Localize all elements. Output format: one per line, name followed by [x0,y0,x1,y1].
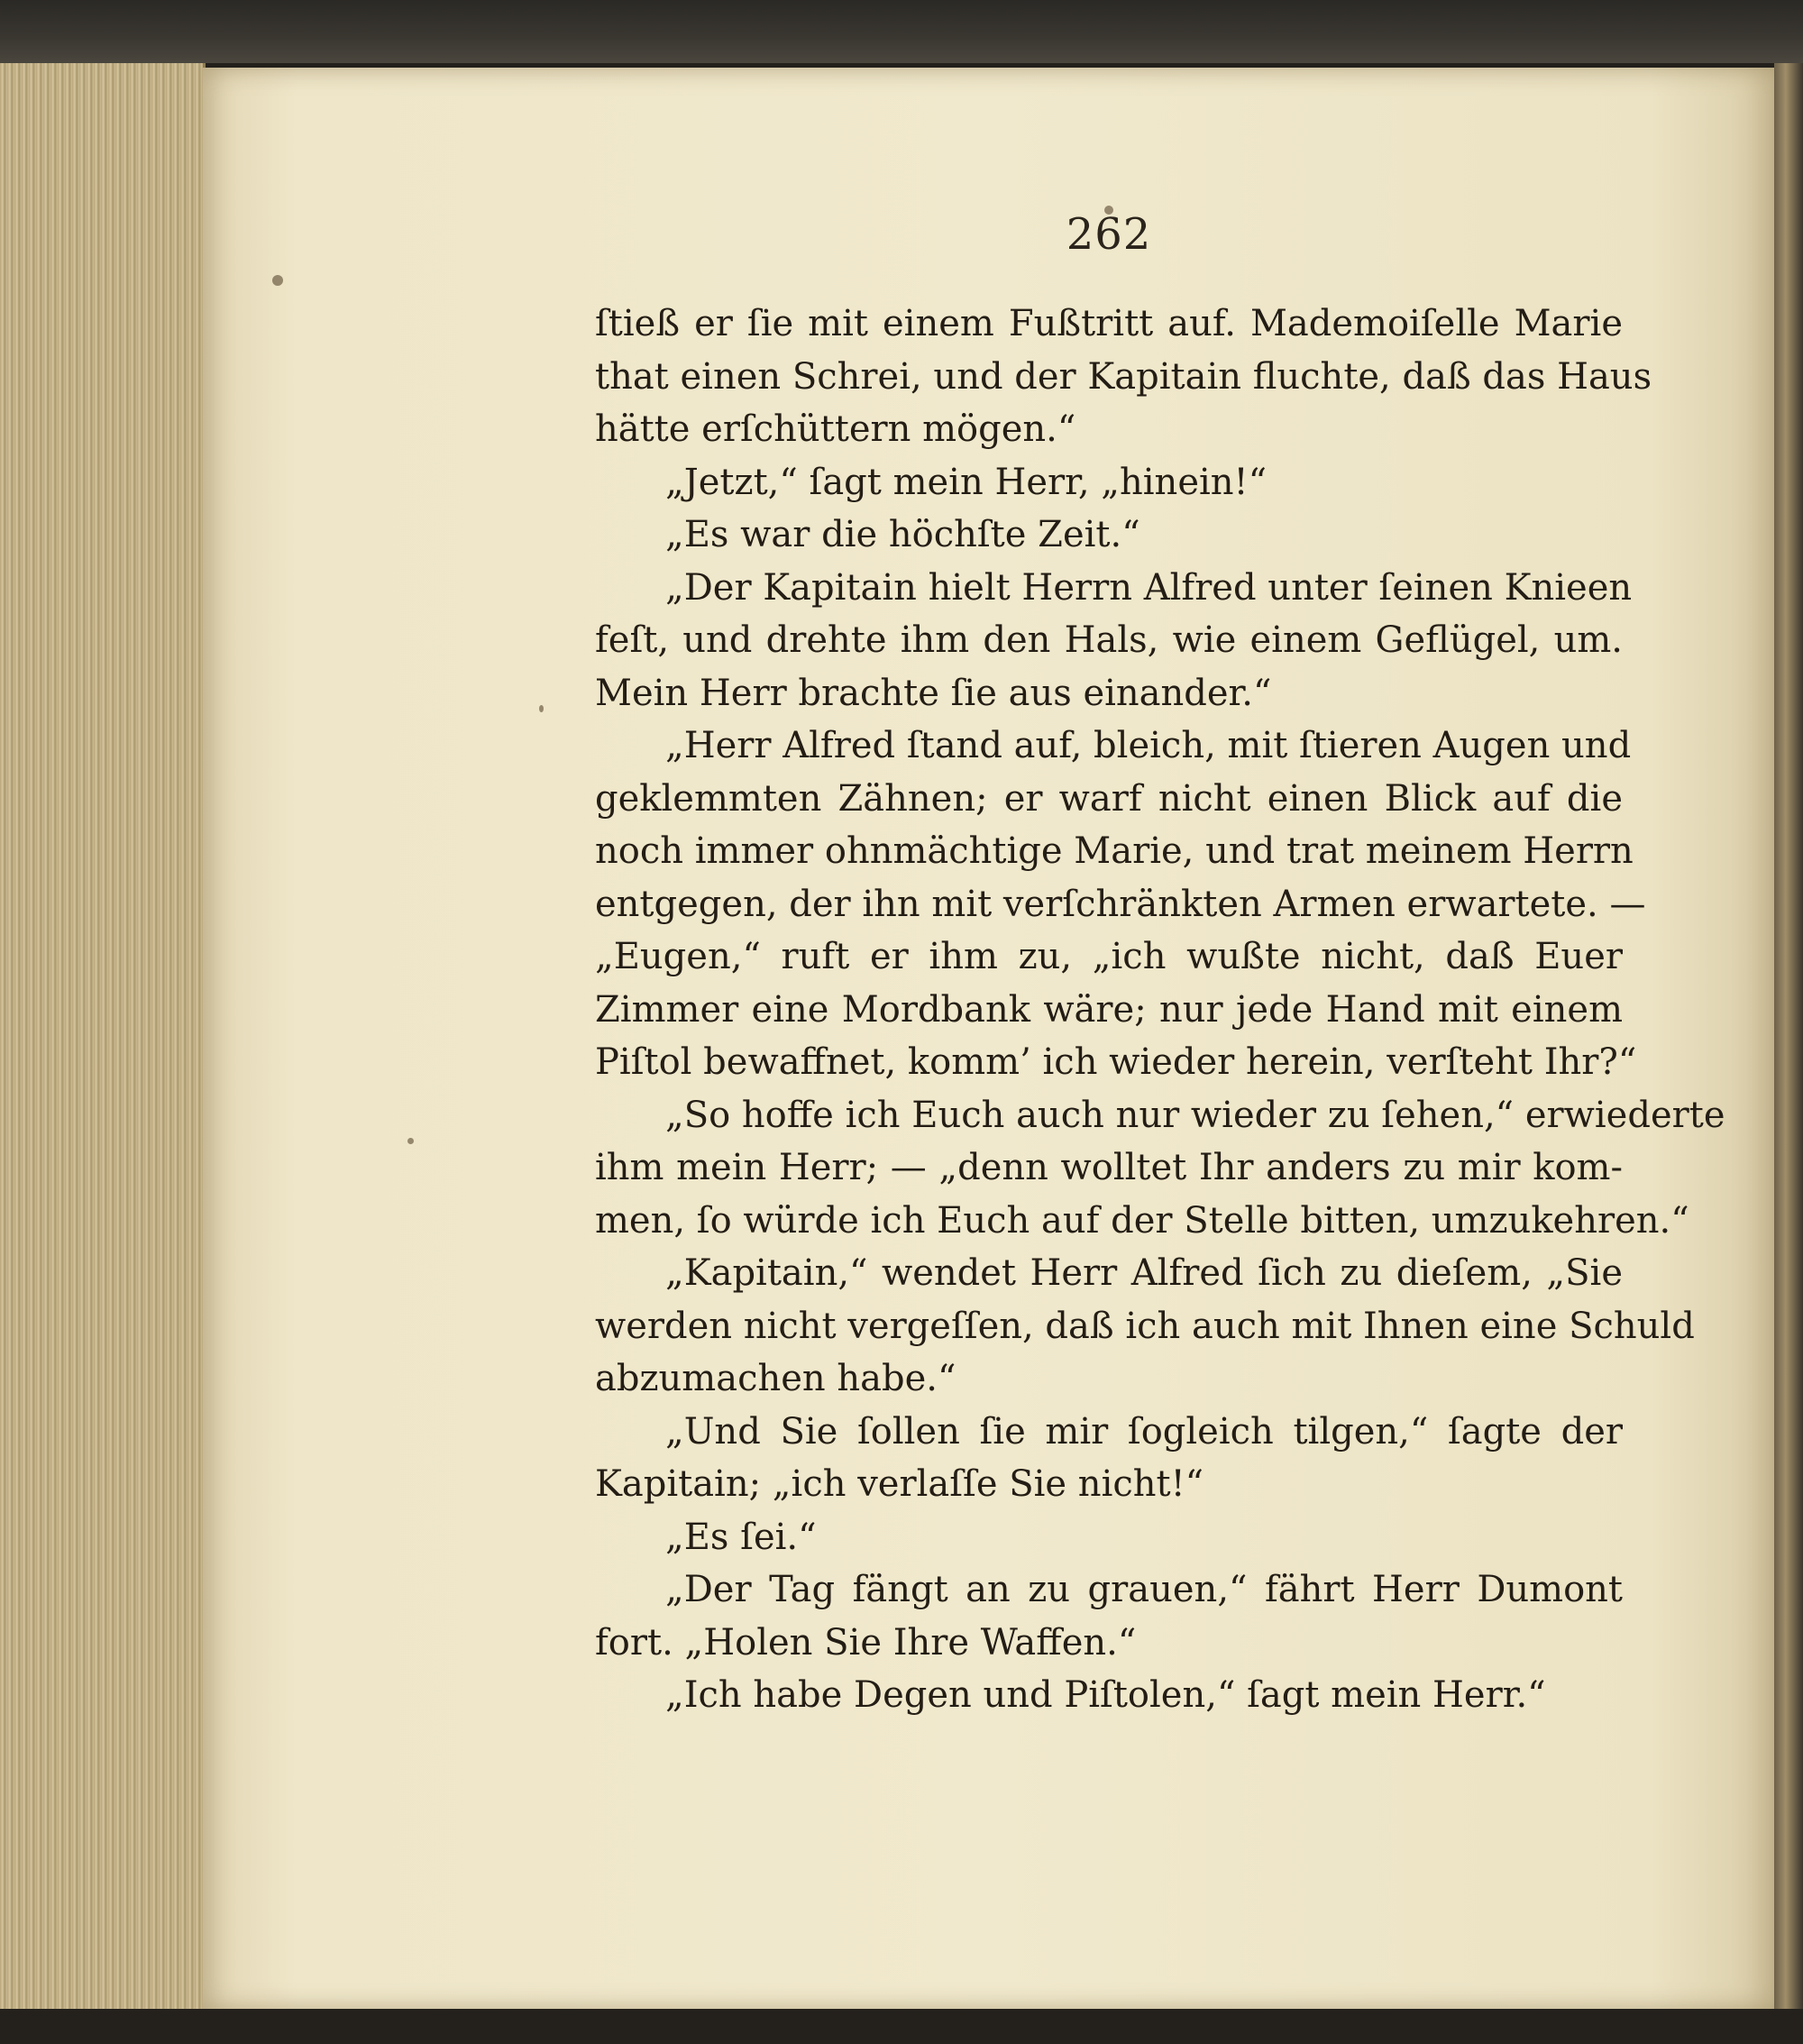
text-line: geklemmten Zähnen; er warf nicht einen Blick auf die [595,777,1623,820]
page-number: 262 [1066,209,1152,260]
paper-speck [539,705,544,712]
text-line: „Der Tag fängt an zu grauen,“ fährt Herr Dumont [665,1569,1623,1610]
paper-speck [272,275,283,286]
text-line: fort. „Holen Sie Ihre Waffen.“ [595,1621,1137,1664]
text-line: werden nicht vergeſſen, daß ich auch mit Ihnen eine Schuld [595,1305,1695,1347]
book-cover-edge [0,0,1803,63]
text-line: „Jetzt,“ ſagt mein Herr, „hinein!“ [665,461,1268,503]
text-line: ihm mein Herr; — „denn wolltet Ihr anders zu mir kom- [595,1147,1623,1188]
text-line: that einen Schrei, und der Kapitain fluchte, daß das Haus [595,355,1652,398]
stacked-page-edges [0,63,206,2011]
text-line: „Herr Alfred ſtand auf, bleich, mit ſtieren Augen und [665,725,1632,766]
text-line: „So hoffe ich Euch auch nur wieder zu ſehen,“ erwiederte [665,1094,1725,1136]
text-line: „Es ſei.“ [665,1516,817,1558]
text-line: entgegen, der ihn mit verſchränkten Armen erwartete. — [595,883,1646,925]
text-line: „Es war die höchſte Zeit.“ [665,514,1140,555]
text-line: hätte erſchüttern mögen.“ [595,408,1076,450]
text-line: „Ich habe Degen und Piſtolen,“ ſagt mein Herr.“ [665,1674,1546,1716]
text-line: Zimmer eine Mordbank wäre; nur jede Hand mit einem [595,988,1623,1031]
text-line: Mein Herr brachte ſie aus einander.“ [595,672,1272,714]
text-line: „Der Kapitain hielt Herrn Alfred unter ſeinen Knieen [665,566,1633,609]
text-line: feſt, und drehte ihm den Hals, wie einem Geflügel, um. [595,619,1623,661]
text-line: „Eugen,“ ruft er ihm zu, „ich wußte nicht, daß Euer [595,936,1623,977]
book-gutter-shadow [1774,63,1803,2011]
text-line: abzumachen habe.“ [595,1358,956,1399]
text-line: ſtieß er ſie mit einem Fußtritt auf. Mademoiſelle Marie [595,303,1623,344]
text-line: Piſtol bewaffnet, komm’ ich wieder herein, verſteht Ihr?“ [595,1041,1637,1083]
page-text [595,298,1725,1722]
text-line: noch immer ohnmächtige Marie, und trat meinem Herrn [595,830,1634,872]
text-line: „Kapitain,“ wendet Herr Alfred ſich zu dieſem, „Sie [665,1252,1623,1294]
paper-speck [407,1138,414,1144]
text-line: men, ſo würde ich Euch auf der Stelle bitten, umzukehren.“ [595,1199,1689,1242]
text-line: Kapitain; „ich verlaſſe Sie nicht!“ [595,1463,1204,1505]
scan-background [0,2009,1803,2044]
text-line: „Und Sie ſollen ſie mir ſogleich tilgen,“ ſagte der [665,1410,1623,1453]
